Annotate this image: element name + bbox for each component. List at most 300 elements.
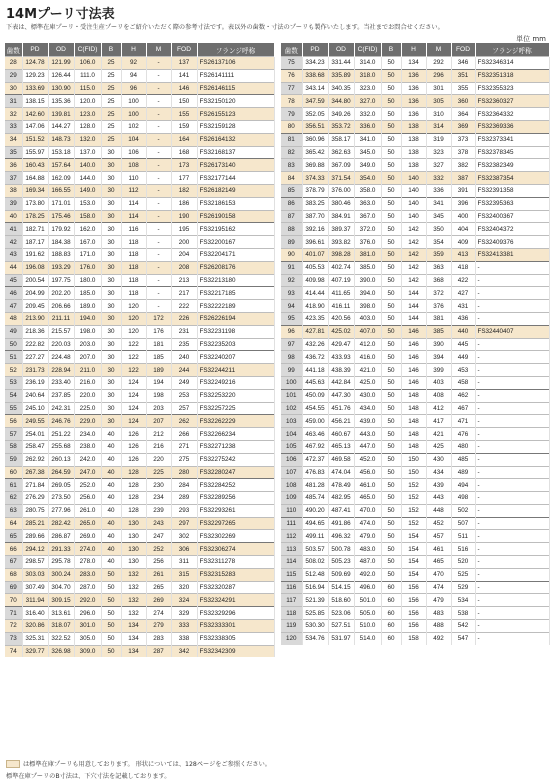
table-cell: 487.41: [328, 504, 354, 517]
table-cell: 389.37: [328, 223, 354, 236]
table-cell: 422: [451, 274, 475, 287]
table-cell: 345: [426, 210, 451, 223]
flange-cell: -: [475, 300, 549, 313]
flange-cell: FS32240207: [197, 351, 274, 364]
table-cell: 50: [381, 274, 401, 287]
teeth-cell: 73: [5, 632, 22, 645]
table-cell: 472.37: [302, 453, 328, 466]
table-cell: 106.0: [74, 57, 101, 70]
table-row: [281, 607, 549, 620]
table-cell: 458: [451, 376, 475, 389]
table-cell: 118: [121, 274, 146, 287]
teeth-cell: 59: [5, 453, 22, 466]
table-cell: 324: [171, 594, 197, 607]
table-cell: 140: [401, 210, 426, 223]
table-cell: 314.0: [354, 57, 381, 70]
table-cell: 134: [121, 620, 146, 633]
table-row: [5, 466, 274, 479]
flange-cell: FS26146115: [197, 82, 274, 95]
table-cell: 420.56: [328, 312, 354, 325]
table-cell: 50: [101, 620, 121, 633]
unit-label: 単位 mm: [516, 35, 546, 43]
table-cell: 485: [451, 453, 475, 466]
table-cell: 412.0: [354, 338, 381, 351]
table-cell: 233.40: [48, 376, 74, 389]
table-cell: 390: [426, 338, 451, 351]
table-cell: 483.0: [354, 543, 381, 556]
table-cell: 207: [146, 415, 171, 428]
pulley-table-right: [281, 43, 550, 645]
flange-cell: FS32204171: [197, 248, 274, 261]
table-cell: 154: [401, 530, 426, 543]
table-row: [5, 82, 274, 95]
table-cell: 155.97: [22, 146, 48, 159]
table-cell: 208: [171, 261, 197, 274]
table-cell: 152: [401, 504, 426, 517]
table-cell: 280.75: [22, 504, 48, 517]
table-cell: 423.35: [302, 312, 328, 325]
table-cell: 300.24: [48, 568, 74, 581]
table-cell: 40: [101, 517, 121, 530]
table-cell: 282.42: [48, 517, 74, 530]
table-cell: 136: [401, 108, 426, 121]
table-row: [5, 479, 274, 492]
table-cell: 116: [121, 223, 146, 236]
table-cell: 264.59: [48, 466, 74, 479]
flange-cell: FS32391358: [475, 184, 549, 197]
table-cell: 314: [426, 120, 451, 133]
table-cell: 122: [121, 351, 146, 364]
table-cell: 247: [146, 530, 171, 543]
table-cell: 50: [381, 351, 401, 364]
table-cell: 476: [451, 428, 475, 441]
table-cell: 50: [381, 556, 401, 569]
table-row: [281, 376, 549, 389]
table-cell: 430.0: [354, 389, 381, 402]
table-cell: 30: [101, 159, 121, 172]
table-cell: 402.74: [328, 261, 354, 274]
table-cell: 262: [171, 415, 197, 428]
table-cell: 465: [426, 556, 451, 569]
table-cell: 431: [451, 300, 475, 313]
table-cell: 333: [171, 620, 197, 633]
table-cell: 279: [146, 620, 171, 633]
table-cell: 100: [121, 95, 146, 108]
table-cell: 50: [381, 453, 401, 466]
table-cell: 198.0: [74, 325, 101, 338]
table-row: [281, 440, 549, 453]
table-cell: 156: [401, 620, 426, 633]
column-header: PD: [22, 43, 48, 57]
table-row: [5, 543, 274, 556]
table-cell: 202.20: [48, 287, 74, 300]
table-cell: 244: [171, 364, 197, 377]
table-cell: 274.0: [74, 543, 101, 556]
table-cell: 216: [146, 440, 171, 453]
flange-cell: FS32342309: [197, 645, 274, 657]
table-cell: 154: [401, 543, 426, 556]
table-cell: 351: [451, 69, 475, 82]
table-cell: -: [146, 197, 171, 210]
table-cell: 50: [381, 95, 401, 108]
table-cell: 373: [451, 133, 475, 146]
table-cell: 269.05: [48, 479, 74, 492]
table-row: [5, 210, 274, 223]
table-cell: 372: [426, 287, 451, 300]
flange-cell: FS32311278: [197, 556, 274, 569]
table-cell: 142: [401, 236, 426, 249]
table-cell: 453: [451, 364, 475, 377]
table-cell: -: [146, 274, 171, 287]
flange-cell: FS32387354: [475, 172, 549, 185]
teeth-cell: 96: [281, 325, 302, 338]
table-cell: 487.0: [354, 556, 381, 569]
table-cell: 499.11: [302, 530, 328, 543]
table-cell: 483: [426, 607, 451, 620]
table-cell: 306: [171, 543, 197, 556]
table-cell: 374.33: [302, 172, 328, 185]
flange-cell: FS32168137: [197, 146, 274, 159]
table-cell: 189.0: [74, 300, 101, 313]
table-cell: 401.07: [302, 248, 328, 261]
table-cell: 50: [381, 364, 401, 377]
table-cell: 194: [146, 376, 171, 389]
teeth-cell: 64: [5, 517, 22, 530]
table-cell: 342: [171, 645, 197, 657]
table-cell: 50: [381, 428, 401, 441]
table-cell: 30: [101, 184, 121, 197]
table-cell: 496.0: [354, 581, 381, 594]
teeth-cell: 104: [281, 428, 302, 441]
table-row: [281, 479, 549, 492]
table-cell: 346: [451, 57, 475, 70]
table-cell: 173.80: [22, 197, 48, 210]
teeth-cell: 98: [281, 351, 302, 364]
table-cell: 416.11: [328, 300, 354, 313]
table-cell: 461.0: [354, 479, 381, 492]
table-cell: 294.12: [22, 543, 48, 556]
table-cell: 253: [171, 389, 197, 402]
flange-cell: -: [475, 620, 549, 633]
table-row: [5, 415, 274, 428]
flange-cell: FS32440407: [475, 325, 549, 338]
table-cell: 354: [426, 236, 451, 249]
flange-cell: -: [475, 530, 549, 543]
flange-cell: FS32222189: [197, 300, 274, 313]
table-cell: 286.87: [48, 530, 74, 543]
table-cell: 434: [426, 466, 451, 479]
table-cell: 289: [171, 492, 197, 505]
table-cell: 188.83: [48, 248, 74, 261]
table-cell: 322.52: [48, 632, 74, 645]
table-cell: 254.01: [22, 428, 48, 441]
teeth-cell: 31: [5, 95, 22, 108]
table-cell: 283: [146, 632, 171, 645]
table-cell: 334.23: [302, 57, 328, 70]
table-cell: 313.61: [48, 607, 74, 620]
table-cell: 266: [171, 428, 197, 441]
table-cell: 450.09: [302, 389, 328, 402]
table-cell: 252.0: [74, 479, 101, 492]
table-cell: 228.94: [48, 364, 74, 377]
table-cell: 510.0: [354, 620, 381, 633]
table-cell: 382: [451, 159, 475, 172]
table-cell: 392.16: [302, 223, 328, 236]
table-cell: 160.43: [22, 159, 48, 172]
table-cell: -: [146, 57, 171, 70]
table-cell: 30: [101, 146, 121, 159]
table-cell: 172: [146, 312, 171, 325]
table-cell: 120: [121, 325, 146, 338]
flange-cell: FS32404372: [475, 223, 549, 236]
teeth-cell: 119: [281, 620, 302, 633]
table-cell: 169.34: [22, 184, 48, 197]
table-cell: 283.0: [74, 568, 101, 581]
table-cell: 385: [426, 325, 451, 338]
flange-cell: FS32373341: [475, 133, 549, 146]
table-cell: 30: [101, 415, 121, 428]
table-row: [281, 69, 549, 82]
flange-cell: FS32177144: [197, 172, 274, 185]
table-cell: 120: [121, 312, 146, 325]
teeth-cell: 33: [5, 120, 22, 133]
flange-cell: FS32360327: [475, 95, 549, 108]
table-cell: 144: [401, 312, 426, 325]
table-cell: 130: [121, 543, 146, 556]
teeth-cell: 74: [5, 645, 22, 657]
table-cell: 246.76: [48, 415, 74, 428]
table-cell: 151.52: [22, 133, 48, 146]
table-cell: 345.0: [354, 146, 381, 159]
table-cell: 341.0: [354, 133, 381, 146]
table-cell: 50: [101, 632, 121, 645]
table-row: [281, 197, 549, 210]
table-cell: 118: [121, 248, 146, 261]
teeth-cell: 63: [5, 504, 22, 517]
table-cell: 30: [101, 261, 121, 274]
flange-cell: -: [475, 415, 549, 428]
table-cell: 349.26: [328, 108, 354, 121]
table-cell: 457: [426, 530, 451, 543]
table-row: [281, 556, 549, 569]
table-row: [5, 133, 274, 146]
table-cell: 240: [171, 351, 197, 364]
table-cell: 30: [101, 402, 121, 415]
table-cell: 153.18: [48, 146, 74, 159]
column-header: M: [426, 43, 451, 57]
table-cell: 102: [121, 120, 146, 133]
flange-cell: FS32395363: [475, 197, 549, 210]
flange-cell: -: [475, 543, 549, 556]
table-cell: 516: [451, 543, 475, 556]
table-cell: 318.07: [48, 620, 74, 633]
page-title: 14Mプーリ寸法表: [6, 7, 115, 22]
table-cell: 295.78: [48, 556, 74, 569]
table-cell: 443: [426, 492, 451, 505]
table-cell: 367.0: [354, 210, 381, 223]
table-cell: 285.21: [22, 517, 48, 530]
table-cell: 50: [381, 248, 401, 261]
table-cell: 421.0: [354, 364, 381, 377]
table-row: [281, 159, 549, 172]
table-row: [5, 300, 274, 313]
table-cell: 166.55: [48, 184, 74, 197]
table-row: [281, 95, 549, 108]
teeth-cell: 117: [281, 594, 302, 607]
flange-cell: FS32369336: [475, 120, 549, 133]
table-cell: 485.74: [302, 492, 328, 505]
table-cell: 226: [171, 312, 197, 325]
teeth-cell: 79: [281, 108, 302, 121]
table-cell: 50: [381, 466, 401, 479]
flange-cell: FS32346314: [475, 57, 549, 70]
flange-cell: FS26173140: [197, 159, 274, 172]
table-cell: 40: [101, 428, 121, 441]
table-cell: 293: [171, 504, 197, 517]
table-cell: 190: [171, 210, 197, 223]
table-cell: 130.90: [48, 82, 74, 95]
table-cell: 284: [171, 479, 197, 492]
table-cell: 242.0: [74, 453, 101, 466]
table-cell: 514.15: [328, 581, 354, 594]
table-cell: 50: [381, 223, 401, 236]
page-subtitle: 下表は、標準在庫プーリ・受注生産プーリをご紹介いただく際の参考寸法です。表以外の歯数・寸法のプーリも製作いたします。当社までお問合せください。: [6, 24, 444, 31]
table-row: [5, 274, 274, 287]
teeth-cell: 101: [281, 389, 302, 402]
table-row: [281, 120, 549, 133]
flange-cell: -: [475, 440, 549, 453]
flange-cell: -: [475, 466, 549, 479]
table-cell: 249: [171, 376, 197, 389]
table-cell: 200: [171, 236, 197, 249]
teeth-cell: 62: [5, 492, 22, 505]
table-row: [281, 223, 549, 236]
table-cell: -: [146, 133, 171, 146]
table-cell: 376.00: [328, 184, 354, 197]
table-cell: 148: [401, 440, 426, 453]
table-cell: 516.94: [302, 581, 328, 594]
table-cell: 261: [146, 568, 171, 581]
table-row: [5, 632, 274, 645]
table-cell: -: [146, 261, 171, 274]
table-cell: 427.81: [302, 325, 328, 338]
table-cell: 476.83: [302, 466, 328, 479]
table-row: [5, 95, 274, 108]
table-cell: 111.0: [74, 69, 101, 82]
table-cell: 492: [426, 632, 451, 644]
teeth-cell: 41: [5, 223, 22, 236]
table-row: [5, 120, 274, 133]
table-cell: 96: [121, 82, 146, 95]
table-cell: 398.0: [354, 300, 381, 313]
table-cell: 352.05: [302, 108, 328, 121]
table-cell: 394.0: [354, 287, 381, 300]
table-cell: 256.0: [74, 492, 101, 505]
table-cell: 403: [426, 376, 451, 389]
table-cell: 25: [101, 108, 121, 121]
table-cell: 209.45: [22, 300, 48, 313]
table-row: [5, 223, 274, 236]
flange-cell: FS32275242: [197, 453, 274, 466]
table-row: [5, 581, 274, 594]
teeth-cell: 34: [5, 133, 22, 146]
table-cell: 474: [426, 581, 451, 594]
teeth-cell: 82: [281, 146, 302, 159]
table-cell: 60: [381, 594, 401, 607]
flange-cell: FS32249216: [197, 376, 274, 389]
table-cell: 40: [101, 492, 121, 505]
table-cell: 130: [121, 517, 146, 530]
teeth-cell: 46: [5, 287, 22, 300]
table-cell: 452.0: [354, 453, 381, 466]
table-cell: 30: [101, 338, 121, 351]
table-cell: 50: [381, 261, 401, 274]
table-cell: 138: [401, 146, 426, 159]
table-cell: 336.0: [354, 120, 381, 133]
table-cell: 146: [171, 82, 197, 95]
table-cell: 231: [171, 325, 197, 338]
flange-cell: FS26164132: [197, 133, 274, 146]
table-cell: 139.81: [48, 108, 74, 121]
legend-text: は標準在庫プーリも用意しております。 形状については、128ページをご参照ください。: [23, 761, 271, 768]
flange-cell: FS32302269: [197, 530, 274, 543]
table-cell: 474.04: [328, 466, 354, 479]
flange-cell: FS32257225: [197, 402, 274, 415]
teeth-cell: 60: [5, 466, 22, 479]
table-cell: 126: [121, 453, 146, 466]
table-cell: 176: [146, 325, 171, 338]
table-cell: 261.0: [74, 504, 101, 517]
table-cell: 344.80: [328, 95, 354, 108]
table-cell: 251.22: [48, 428, 74, 441]
table-cell: 383.25: [302, 197, 328, 210]
table-cell: 132: [121, 594, 146, 607]
teeth-cell: 70: [5, 594, 22, 607]
flange-cell: FS32284252: [197, 479, 274, 492]
table-cell: 158.0: [74, 210, 101, 223]
table-cell: 157.64: [48, 159, 74, 172]
table-cell: 216.0: [74, 376, 101, 389]
table-cell: 404: [451, 223, 475, 236]
flange-cell: -: [475, 632, 549, 644]
teeth-cell: 110: [281, 504, 302, 517]
table-cell: 50: [381, 415, 401, 428]
table-cell: 130: [121, 556, 146, 569]
table-cell: 146: [401, 338, 426, 351]
table-cell: 220.03: [48, 338, 74, 351]
flange-cell: -: [475, 594, 549, 607]
table-cell: 146: [401, 376, 426, 389]
table-cell: 50: [381, 440, 401, 453]
column-header: PD: [302, 43, 328, 57]
table-cell: 358.0: [354, 184, 381, 197]
table-cell: 126: [121, 440, 146, 453]
table-cell: 142: [401, 274, 426, 287]
table-cell: 384.91: [328, 210, 354, 223]
table-cell: 425.0: [354, 376, 381, 389]
table-cell: 347.59: [302, 95, 328, 108]
table-cell: 30: [101, 364, 121, 377]
table-cell: 150: [401, 453, 426, 466]
table-row: [281, 82, 549, 95]
table-cell: 436.72: [302, 351, 328, 364]
teeth-cell: 108: [281, 479, 302, 492]
teeth-cell: 77: [281, 82, 302, 95]
table-cell: 255.68: [48, 440, 74, 453]
flange-cell: -: [475, 556, 549, 569]
table-cell: 269.0: [74, 530, 101, 543]
table-cell: 189: [146, 364, 171, 377]
